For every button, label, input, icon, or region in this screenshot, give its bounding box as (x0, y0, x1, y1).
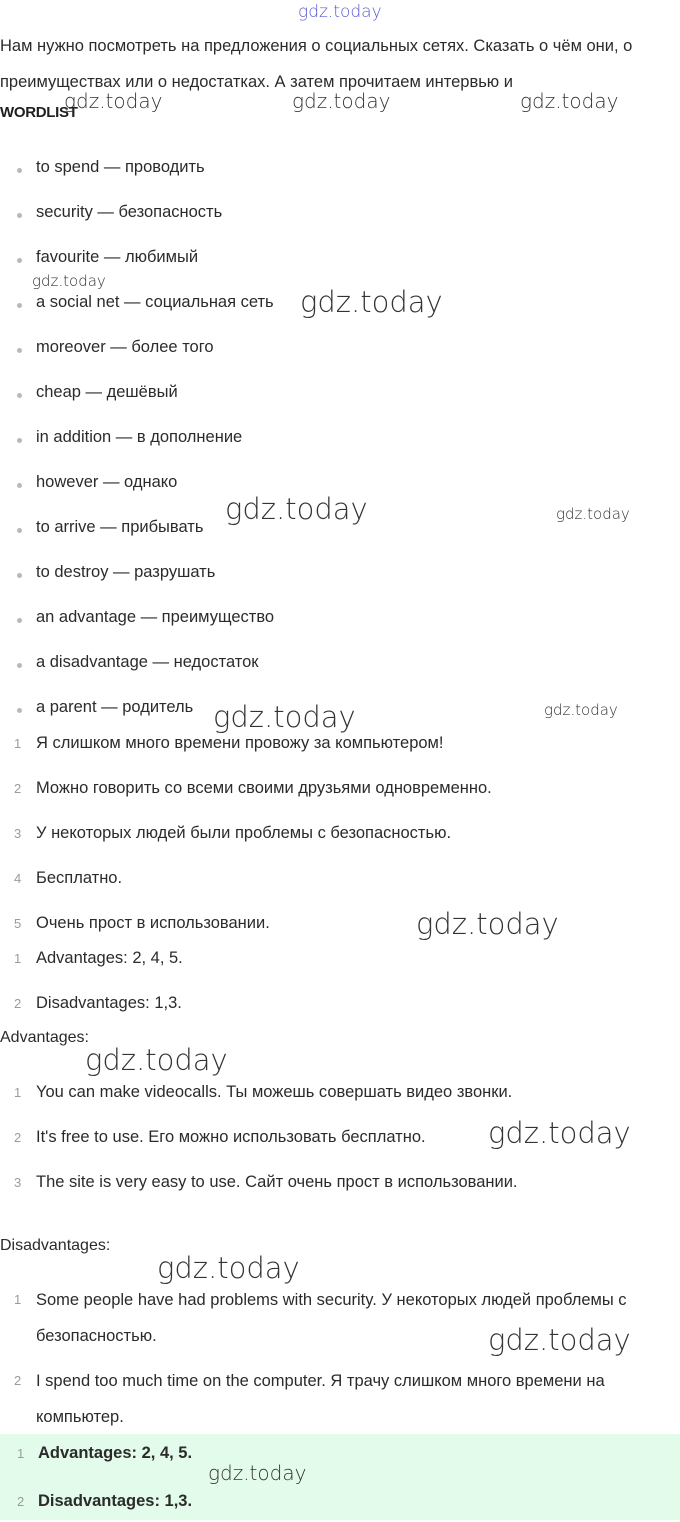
bullet-icon (17, 393, 22, 398)
bullet-icon (17, 348, 22, 353)
watermark: gdz.today (213, 700, 356, 734)
advantages-label: Advantages: (0, 1029, 89, 1046)
wordlist-heading: WORDLIST (0, 104, 78, 121)
watermark: gdz.today (85, 1043, 228, 1077)
watermark: gdz.today (208, 1461, 307, 1485)
watermark: gdz.today (225, 492, 368, 526)
watermark: gdz.today (416, 907, 559, 941)
answer-box: 1 Advantages: 2, 4, 5. 2 Disadvantages: 1,3. (0, 1434, 680, 1520)
bullet-icon (17, 618, 22, 623)
watermark: gdz.today (300, 285, 443, 319)
watermark: gdz.today (520, 89, 619, 113)
disadvantages-label: Disadvantages: (0, 1237, 111, 1254)
watermark: gdz.today (544, 701, 618, 719)
watermark: gdz.today (64, 89, 163, 113)
disadvantage-item: 1 Some people have had problems with security. У некоторых людей проблемы с безопасностью. (14, 1291, 627, 1345)
bullet-icon (17, 258, 22, 263)
bullet-icon (17, 438, 22, 443)
watermark: gdz.today (292, 89, 391, 113)
bullet-icon (17, 483, 22, 488)
watermark: gdz.today (556, 505, 630, 523)
bullet-icon (17, 708, 22, 713)
bullet-icon (17, 573, 22, 578)
bullet-icon (17, 528, 22, 533)
watermark: gdz.today (32, 272, 106, 290)
bullet-icon (17, 663, 22, 668)
watermark: gdz.today (488, 1323, 631, 1357)
intro-paragraph: Нам нужно посмотреть на предложения о социальных сетях. Сказать о чём они, о преимуществах или о недостатках. А затем прочитаем интервью и (0, 37, 633, 91)
bullet-icon (17, 213, 22, 218)
disadvantage-item: 2 I spend too much time on the computer. Я трачу слишком много времени на компьютер. (14, 1372, 605, 1426)
watermark: gdz.today (488, 1116, 631, 1150)
bullet-icon (17, 303, 22, 308)
watermark: gdz.today (298, 2, 382, 22)
bullet-icon (17, 168, 22, 173)
watermark: gdz.today (157, 1251, 300, 1285)
